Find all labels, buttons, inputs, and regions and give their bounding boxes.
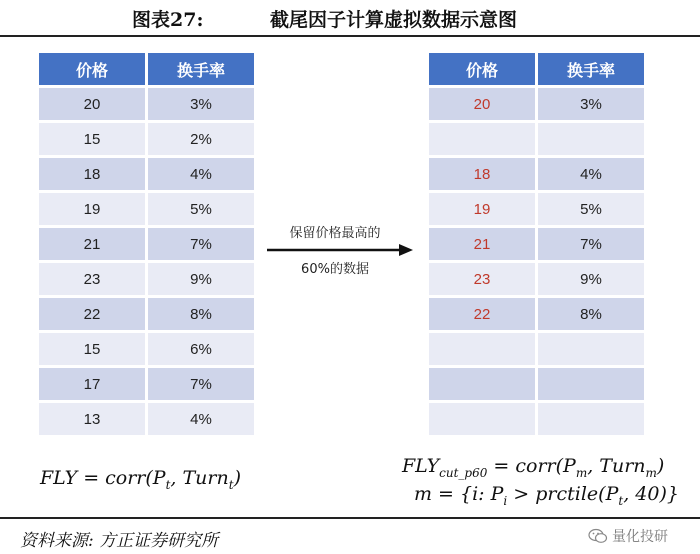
figure-number: 图表27: [132, 9, 204, 31]
table-row [429, 228, 644, 260]
turnover-cell: 8% [148, 298, 254, 330]
table-row [429, 123, 644, 155]
filter-arrow [265, 222, 415, 280]
price-cell: 20 [429, 88, 535, 120]
formula-left-sub2: t [228, 477, 234, 492]
figure-header [0, 0, 700, 34]
table-row [39, 158, 254, 190]
watermark-text: 量化投研 [612, 529, 668, 545]
price-cell [429, 368, 535, 400]
price-cell: 21 [39, 228, 145, 260]
price-cell: 19 [429, 193, 535, 225]
price-cell: 23 [429, 263, 535, 295]
formula-right2-text-a: m = {i: P [414, 483, 504, 505]
wechat-icon [588, 528, 608, 544]
source-note: 资料来源: 方正证券研究所 [20, 531, 219, 551]
table-row [429, 88, 644, 120]
formula-left-lhs: FLY [40, 467, 78, 489]
price-cell: 13 [39, 403, 145, 435]
price-cell: 22 [429, 298, 535, 330]
price-cell [429, 403, 535, 435]
turnover-cell: 2% [148, 123, 254, 155]
formula-left-sub1: t [165, 477, 171, 492]
formula-right1-mid: , Turn [587, 455, 646, 477]
formula-cut-correlation [402, 455, 664, 480]
formula-full-correlation [40, 467, 241, 492]
turnover-cell: 3% [538, 88, 644, 120]
price-cell: 23 [39, 263, 145, 295]
table-row [39, 123, 254, 155]
table-row [429, 158, 644, 190]
table-row [39, 228, 254, 260]
turnover-cell: 7% [148, 368, 254, 400]
left-table-header-row [39, 53, 254, 85]
table-row [39, 368, 254, 400]
turnover-cell: 4% [148, 158, 254, 190]
formula-right2-sub1: i [503, 493, 508, 508]
table-row [39, 88, 254, 120]
price-cell: 18 [39, 158, 145, 190]
turnover-cell: 5% [538, 193, 644, 225]
table-row [429, 333, 644, 365]
price-cell: 17 [39, 368, 145, 400]
price-cell [429, 333, 535, 365]
formula-right2-text-c: , 40)} [623, 483, 679, 505]
table-row [39, 298, 254, 330]
table-row [39, 193, 254, 225]
formula-right1-rhs: = corr(P [487, 455, 576, 477]
formula-right1-sub2: m [645, 465, 657, 480]
turnover-cell: 5% [148, 193, 254, 225]
price-cell: 15 [39, 333, 145, 365]
formula-right1-lhs-sub: cut_p60 [439, 465, 488, 480]
price-cell: 21 [429, 228, 535, 260]
price-cell: 20 [39, 88, 145, 120]
turnover-cell [538, 403, 644, 435]
left-header-turnover: 换手率 [148, 53, 254, 85]
right-arrow-icon [265, 242, 415, 258]
top-rule [0, 35, 700, 37]
table-row [429, 263, 644, 295]
formula-right2-sub2: t [618, 493, 624, 508]
price-cell: 15 [39, 123, 145, 155]
price-cell: 18 [429, 158, 535, 190]
table-row [429, 193, 644, 225]
turnover-cell [538, 333, 644, 365]
formula-right1-sub1: m [575, 465, 588, 480]
formula-right2-text-b: > prctile(P [507, 483, 619, 505]
turnover-cell [538, 123, 644, 155]
formula-left-mid: , Turn [170, 467, 229, 489]
price-cell: 19 [39, 193, 145, 225]
figure-title: 截尾因子计算虚拟数据示意图 [270, 9, 518, 31]
formula-right1-end: ) [656, 455, 665, 477]
left-table [36, 50, 257, 438]
right-header-price: 价格 [429, 53, 535, 85]
right-table-header-row [429, 53, 644, 85]
turnover-cell [538, 368, 644, 400]
formula-left-rhs: = corr(P [83, 467, 166, 489]
turnover-cell: 9% [148, 263, 254, 295]
turnover-cell: 8% [538, 298, 644, 330]
price-cell: 22 [39, 298, 145, 330]
right-header-turnover: 换手率 [538, 53, 644, 85]
bottom-rule [0, 517, 700, 519]
left-header-price: 价格 [39, 53, 145, 85]
formula-left-end: ) [233, 467, 241, 489]
right-table [426, 50, 647, 438]
table-row [39, 333, 254, 365]
table-row [429, 368, 644, 400]
watermark [588, 526, 668, 546]
table-row [39, 263, 254, 295]
table-row [429, 403, 644, 435]
turnover-cell: 9% [538, 263, 644, 295]
turnover-cell: 4% [538, 158, 644, 190]
arrow-label-line1: 保留价格最高的 [289, 226, 381, 241]
turnover-cell: 7% [538, 228, 644, 260]
turnover-cell: 7% [148, 228, 254, 260]
arrow-label-line2: 60%的数据 [301, 262, 369, 277]
turnover-cell: 6% [148, 333, 254, 365]
formula-right1-lhs: FLY [402, 455, 440, 477]
table-row [39, 403, 254, 435]
table-row [429, 298, 644, 330]
turnover-cell: 4% [148, 403, 254, 435]
price-cell [429, 123, 535, 155]
turnover-cell: 3% [148, 88, 254, 120]
formula-subset-definition [414, 483, 679, 508]
